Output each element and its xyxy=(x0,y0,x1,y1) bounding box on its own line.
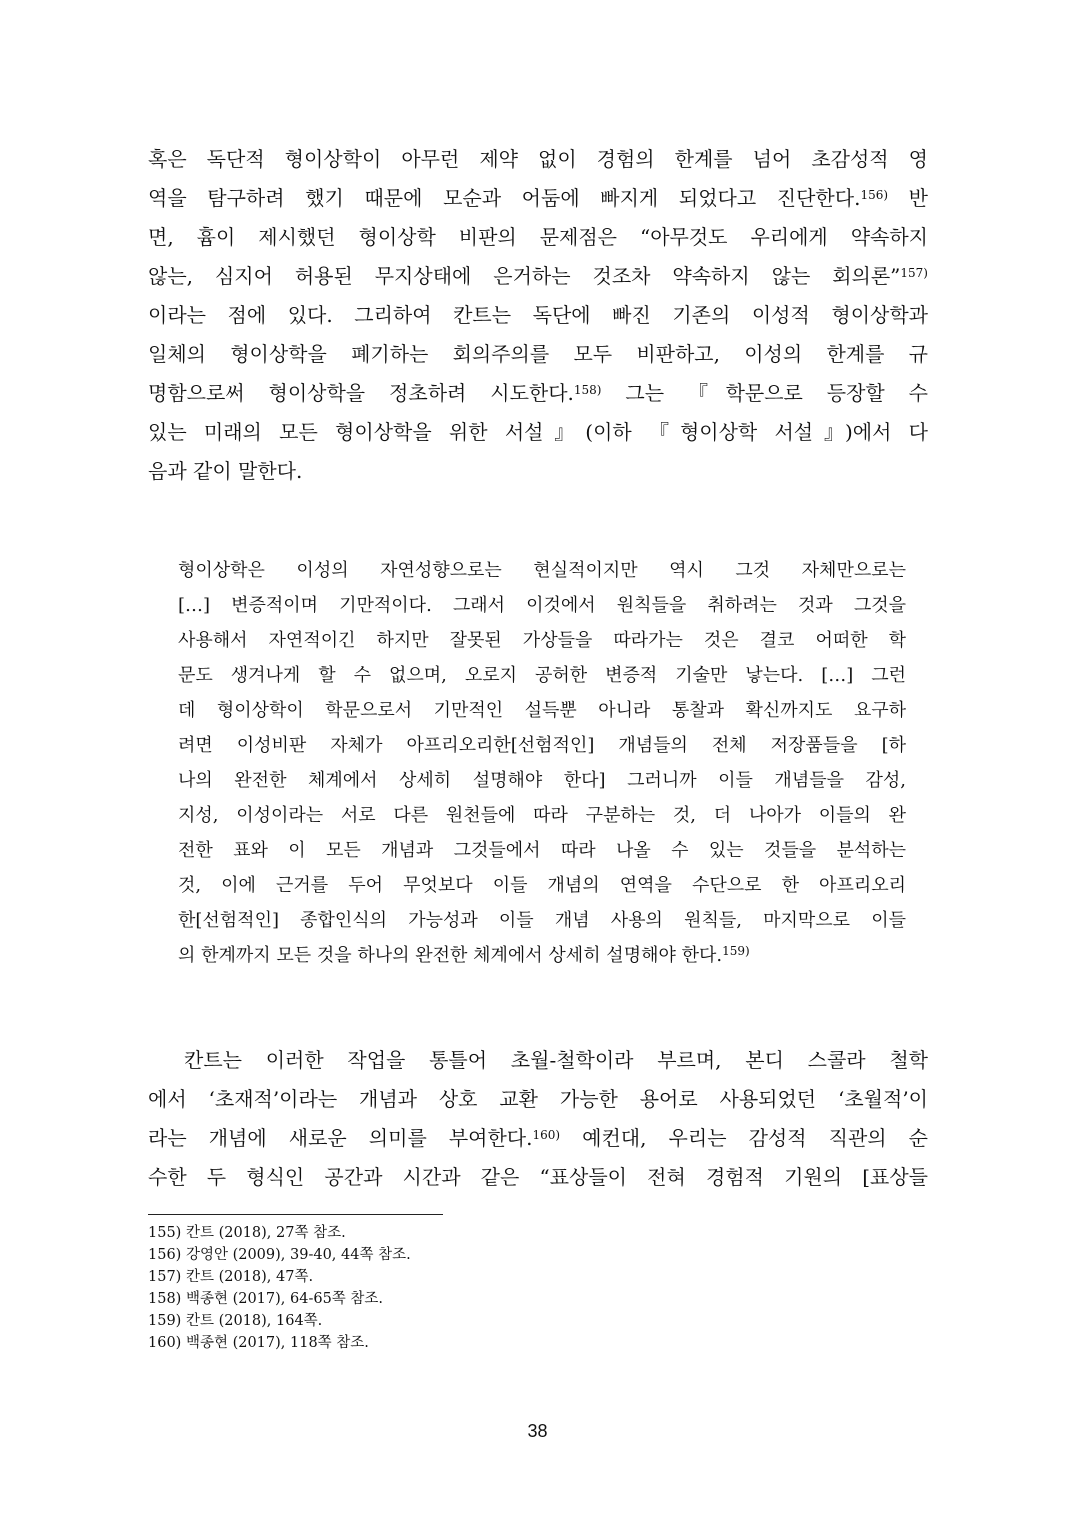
footnote-ref-157[interactable]: 157) xyxy=(900,266,928,280)
footnote-ref-158[interactable]: 158) xyxy=(573,383,602,397)
text-line: 명함으로써 형이상학을 정초하려 시도한다.$^{158)}$ 그는 『학문으로 등장할 수 xyxy=(148,381,928,405)
body-paragraph-1 xyxy=(148,140,928,491)
text-line: 이라는 점에 있다. 그리하여 칸트는 독단에 빠진 기존의 이성적 형이상학과 xyxy=(148,303,928,327)
footnote-separator xyxy=(148,1214,443,1215)
quote-line: 사용해서 자연적이긴 하지만 잘못된 가상들을 따라가는 것은 결코 어떠한 학 xyxy=(178,630,906,651)
quote-line: 것, 이에 근거를 두어 무엇보다 이들 개념의 연역을 수단으로 한 아프리오리 xyxy=(178,875,906,896)
footnote-160: 160) 백종현 (2017), 118쪽 참조. xyxy=(148,1335,369,1351)
quote-line: 문도 생겨나게 할 수 없으며, 오로지 공허한 변증적 기술만 낳는다. […] 그런 xyxy=(178,665,906,686)
text-line: 수한 두 형식인 공간과 시간과 같은 “표상들이 전혀 경험적 기원의 [표상들 xyxy=(148,1165,928,1189)
quote-line: 려면 이성비판 자체가 아프리오리한[선험적인] 개념들의 전체 저장품들을 [하 xyxy=(178,735,906,756)
footnotes xyxy=(148,1222,848,1354)
quote-line: 나의 완전한 체계에서 상세히 설명해야 한다] 그러니까 이들 개념들을 감성, xyxy=(178,770,906,791)
quote-line: 전한 표와 이 모든 개념과 그것들에서 따라 나올 수 있는 것들을 분석하는 xyxy=(178,840,906,861)
text-line: 음과 같이 말한다. xyxy=(148,459,303,483)
text-line: 칸트는 이러한 작업을 통틀어 초월-철학이라 부르며, 본디 스콜라 철학 xyxy=(184,1048,928,1072)
body-paragraph-2 xyxy=(148,1041,928,1197)
text-line: 역을 탐구하려 했기 때문에 모순과 어둠에 빠지게 되었다고 진단한다.$^{156)}$ 반 xyxy=(148,186,928,210)
footnote-159: 159) 칸트 (2018), 164쪽. xyxy=(148,1313,323,1329)
block-quote xyxy=(178,553,906,973)
text-line: 면, 흄이 제시했던 형이상학 비판의 문제점은 “아무것도 우리에게 약속하지 xyxy=(148,225,928,249)
text-line: 라는 개념에 새로운 의미를 부여한다.$^{160)}$ 예컨대, 우리는 감성적 직관의 순 xyxy=(148,1126,928,1150)
text-line: 에서 ‘초재적’이라는 개념과 상호 교환 가능한 용어로 사용되었던 ‘초월적’이 xyxy=(148,1087,928,1111)
footnote-158: 158) 백종현 (2017), 64-65쪽 참조. xyxy=(148,1291,384,1307)
footnote-ref-160[interactable]: 160) xyxy=(532,1128,561,1142)
quote-line: 지성, 이성이라는 서로 다른 원천들에 따라 구분하는 것, 더 나아가 이들의 완 xyxy=(178,805,906,826)
quote-line: 의 한계까지 모든 것을 하나의 완전한 체계에서 상세히 설명해야 한다.$^{159)}$ xyxy=(178,944,750,966)
footnote-ref-159[interactable]: 159) xyxy=(722,944,750,958)
footnote-ref-156[interactable]: 156) xyxy=(860,188,889,202)
quote-line: 한[선험적인] 종합인식의 가능성과 이들 개념 사용의 원칙들, 마지막으로 이들 xyxy=(178,910,906,931)
text-line: 혹은 독단적 형이상학이 아무런 제약 없이 경험의 한계를 넘어 초감성적 영 xyxy=(148,147,928,171)
page-number: 38 xyxy=(527,1421,548,1441)
quote-line: 데 형이상학이 학문으로서 기만적인 설득뿐 아니라 통찰과 확신까지도 요구하 xyxy=(178,700,906,721)
text-line: 있는 미래의 모든 형이상학을 위한 서설』(이하 『형이상학 서설』)에서 다 xyxy=(148,420,928,444)
footnote-155: 155) 칸트 (2018), 27쪽 참조. xyxy=(148,1225,346,1241)
text-line: 않는, 심지어 허용된 무지상태에 은거하는 것조차 약속하지 않는 회의론”$^{157)}$ xyxy=(148,264,928,288)
quote-line: 형이상학은 이성의 자연성향으로는 현실적이지만 역시 그것 자체만으로는 xyxy=(178,560,906,581)
footnote-156: 156) 강영안 (2009), 39-40, 44쪽 참조. xyxy=(148,1247,411,1263)
text-line: 일체의 형이상학을 폐기하는 회의주의를 모두 비판하고, 이성의 한계를 규 xyxy=(148,342,928,366)
quote-line: […] 변증적이며 기만적이다. 그래서 이것에서 원칙들을 취하려는 것과 그것을 xyxy=(178,595,906,616)
footnote-157: 157) 칸트 (2018), 47쪽. xyxy=(148,1269,314,1285)
